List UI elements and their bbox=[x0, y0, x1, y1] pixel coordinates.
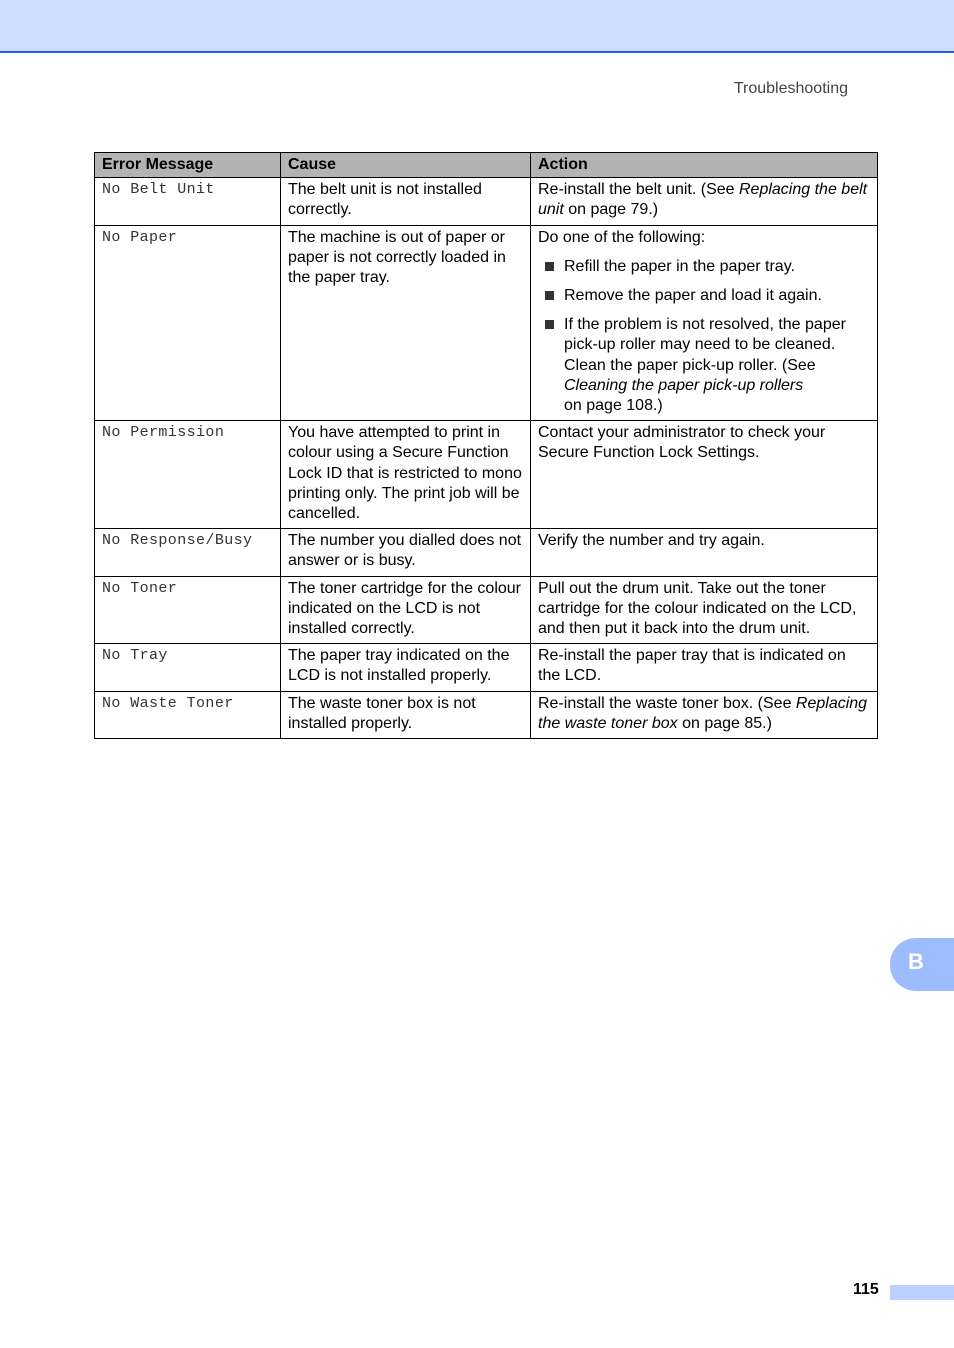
table-row bbox=[95, 178, 878, 225]
error-message-cell: No Permission bbox=[95, 421, 281, 529]
table-row bbox=[95, 691, 878, 738]
cause-cell: The paper tray indicated on the LCD is not installed properly. bbox=[281, 644, 531, 691]
action-cell bbox=[531, 691, 878, 738]
list-item bbox=[538, 286, 870, 306]
bullet-text: Remove the paper and load it again. bbox=[564, 287, 822, 305]
action-cell bbox=[531, 178, 878, 225]
cross-reference: Replacing the waste toner box bbox=[538, 694, 868, 732]
column-header-cause: Cause bbox=[281, 153, 531, 178]
cause-cell: You have attempted to print in colour using a Secure Function Lock ID that is restricted to mono printing only. The print job will be cancelled. bbox=[281, 421, 531, 529]
section-title: Troubleshooting bbox=[733, 80, 848, 97]
cause-cell: The toner cartridge for the colour indicated on the LCD is not installed correctly. bbox=[281, 576, 531, 644]
header-band bbox=[0, 0, 954, 53]
action-cell: Verify the number and try again. bbox=[531, 529, 878, 576]
table-row bbox=[95, 529, 878, 576]
action-text: Re-install the belt unit. (See bbox=[538, 181, 739, 199]
bullet-square-icon bbox=[545, 291, 554, 300]
error-message-table bbox=[94, 152, 878, 739]
table-row bbox=[95, 225, 878, 421]
bullet-text: If the problem is not resolved, the paper pick-up roller may need to be cleaned. Clean the paper pick-up roller. (See bbox=[564, 316, 846, 374]
list-item bbox=[538, 315, 870, 416]
cross-reference: Cleaning the paper pick-up rollers bbox=[564, 376, 804, 394]
cause-cell: The belt unit is not installed correctly. bbox=[281, 178, 531, 225]
action-cell: Contact your administrator to check your Secure Function Lock Settings. bbox=[531, 421, 878, 529]
table-row bbox=[95, 576, 878, 644]
action-bullet-list bbox=[538, 257, 870, 416]
cause-cell: The waste toner box is not installed properly. bbox=[281, 691, 531, 738]
page-reference: on page 79.) bbox=[563, 201, 659, 219]
error-message-cell: No Waste Toner bbox=[95, 691, 281, 738]
page-number-bar bbox=[890, 1285, 954, 1300]
page-number: 115 bbox=[853, 1281, 879, 1298]
action-intro: Do one of the following: bbox=[538, 228, 706, 246]
action-cell bbox=[531, 225, 878, 421]
chapter-tab-label: B bbox=[908, 949, 924, 974]
table-row bbox=[95, 421, 878, 529]
list-item bbox=[538, 257, 870, 277]
action-text: Re-install the waste toner box. (See bbox=[538, 694, 796, 712]
bullet-square-icon bbox=[545, 262, 554, 271]
page-reference: on page 108.) bbox=[564, 397, 663, 415]
chapter-tab bbox=[890, 938, 954, 991]
action-cell: Pull out the drum unit. Take out the toner cartridge for the colour indicated on the LCD, and then put it back into the drum unit. bbox=[531, 576, 878, 644]
error-message-cell: No Response/Busy bbox=[95, 529, 281, 576]
column-header-error-message: Error Message bbox=[95, 153, 281, 178]
action-cell: Re-install the paper tray that is indicated on the LCD. bbox=[531, 644, 878, 691]
table-row bbox=[95, 644, 878, 691]
cross-reference: Replacing the belt unit bbox=[538, 181, 868, 219]
bullet-square-icon bbox=[545, 320, 554, 329]
error-message-cell: No Tray bbox=[95, 644, 281, 691]
column-header-action: Action bbox=[531, 153, 878, 178]
bullet-text: Refill the paper in the paper tray. bbox=[564, 257, 795, 275]
page-reference: on page 85.) bbox=[677, 714, 772, 732]
error-message-cell: No Belt Unit bbox=[95, 178, 281, 225]
error-message-cell: No Paper bbox=[95, 225, 281, 421]
cause-cell: The machine is out of paper or paper is not correctly loaded in the paper tray. bbox=[281, 225, 531, 421]
table-header-row bbox=[95, 153, 878, 178]
error-message-cell: No Toner bbox=[95, 576, 281, 644]
cause-cell: The number you dialled does not answer or is busy. bbox=[281, 529, 531, 576]
